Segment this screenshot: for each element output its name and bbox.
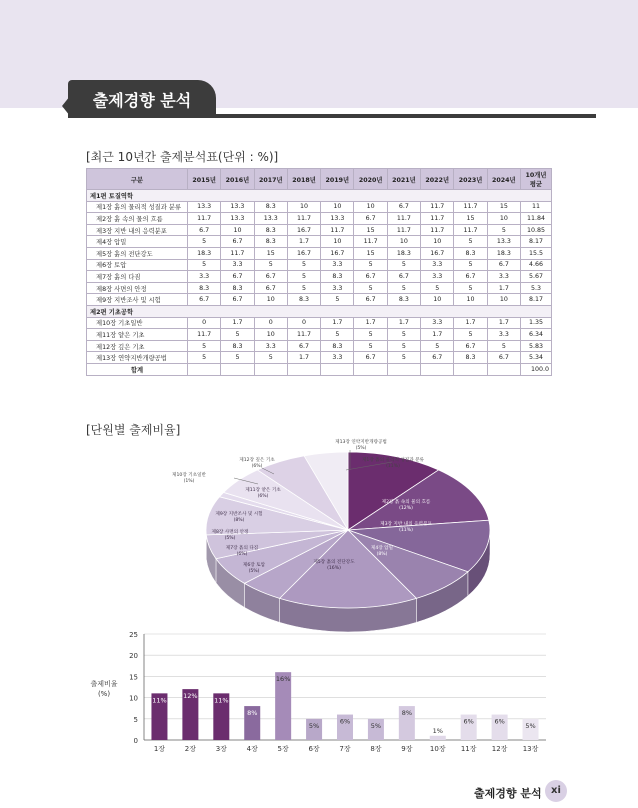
empty-cell: [188, 363, 221, 375]
value-cell: 11.7: [188, 213, 221, 225]
pie-label-percent: (5%): [355, 446, 367, 451]
value-cell: 11.7: [287, 329, 320, 341]
value-cell: 6.34: [521, 329, 552, 341]
value-cell: 5: [188, 340, 221, 352]
value-cell: 1.35: [521, 317, 552, 329]
pie-label-name: 제11장 얕은 기초: [245, 488, 281, 493]
y-axis-unit: (%): [97, 690, 111, 698]
value-cell: 10: [354, 201, 387, 213]
value-cell: 6.7: [221, 236, 254, 248]
column-header-year: 10개년 평균: [521, 169, 552, 190]
value-cell: 6.7: [354, 352, 387, 364]
value-cell: 6.7: [454, 340, 487, 352]
footer-title: 출제경향 분석: [474, 787, 542, 800]
value-cell: 10: [487, 213, 520, 225]
value-cell: 5: [287, 282, 320, 294]
table-row: [87, 329, 552, 341]
value-cell: 5: [188, 236, 221, 248]
x-tick-label: 10장: [429, 745, 446, 753]
value-cell: 6.7: [221, 271, 254, 283]
value-cell: 6.7: [254, 271, 287, 283]
value-cell: 8.17: [521, 236, 552, 248]
value-cell: 6.7: [354, 271, 387, 283]
x-tick-label: 4장: [246, 745, 258, 753]
value-cell: 5: [487, 340, 520, 352]
pie-label: [204, 512, 274, 524]
value-cell: 10: [421, 236, 454, 248]
value-cell: 3.3: [421, 259, 454, 271]
value-cell: 10: [321, 236, 354, 248]
pie-label-name: 제8장 사면의 안정: [211, 530, 249, 535]
value-cell: 13.3: [487, 236, 520, 248]
pie-label-percent: (1%): [183, 479, 195, 484]
value-cell: 1.7: [354, 317, 387, 329]
pie-label-name: 제7장 흙의 다짐: [225, 546, 259, 551]
value-cell: 11.7: [387, 224, 420, 236]
pie-label-percent: (8%): [376, 552, 388, 557]
bar-chart: [86, 622, 556, 757]
value-cell: 5: [188, 259, 221, 271]
x-tick-label: 1장: [153, 745, 166, 753]
value-cell: 5: [287, 259, 320, 271]
value-cell: 5: [321, 329, 354, 341]
value-cell: 8.3: [454, 247, 487, 259]
value-cell: 5: [387, 259, 420, 271]
empty-cell: [287, 363, 320, 375]
value-cell: 8.3: [321, 340, 354, 352]
chapter-name-cell: 제9장 지반조사 및 시험: [87, 294, 188, 306]
value-cell: 5: [221, 329, 254, 341]
value-cell: 0: [254, 317, 287, 329]
x-tick-label: 11장: [460, 745, 477, 753]
chapter-name-cell: 제11장 얕은 기초: [87, 329, 188, 341]
bar-data-label: 11%: [214, 696, 229, 705]
pie-label-percent: (11%): [386, 464, 400, 469]
y-tick-label: 20: [129, 652, 138, 661]
value-cell: 8.17: [521, 294, 552, 306]
value-cell: 11.7: [188, 329, 221, 341]
value-cell: 5: [487, 224, 520, 236]
pie-label-name: 제12장 깊은 기초: [239, 458, 275, 463]
value-cell: 3.3: [321, 352, 354, 364]
value-cell: 1.7: [221, 317, 254, 329]
x-tick-label: 5장: [277, 745, 289, 753]
value-cell: 5: [387, 352, 420, 364]
value-cell: 10: [321, 201, 354, 213]
column-header-year: 2020년: [354, 169, 387, 190]
empty-cell: [454, 363, 487, 375]
value-cell: 3.3: [321, 259, 354, 271]
table-row: [87, 247, 552, 259]
value-cell: 15: [254, 247, 287, 259]
value-cell: 10: [221, 224, 254, 236]
total-label: 합계: [87, 363, 188, 375]
column-header-year: 2024년: [487, 169, 520, 190]
table-row: [87, 236, 552, 248]
value-cell: 6.7: [387, 271, 420, 283]
x-tick-label: 12장: [491, 745, 508, 753]
bar-data-label: 1%: [432, 726, 443, 735]
column-header-year: 2023년: [454, 169, 487, 190]
value-cell: 13.3: [254, 213, 287, 225]
value-cell: 15: [454, 213, 487, 225]
value-cell: 6.7: [354, 213, 387, 225]
table-row: [87, 352, 552, 364]
value-cell: 5: [254, 259, 287, 271]
value-cell: 0: [287, 317, 320, 329]
bar-data-label: 6%: [463, 717, 474, 726]
value-cell: 5: [454, 329, 487, 341]
bar-data-label: 6%: [494, 717, 505, 726]
value-cell: 15: [354, 247, 387, 259]
pie-label-name: 제6장 토압: [242, 563, 266, 568]
value-cell: 8.3: [221, 340, 254, 352]
pie-label-name: 제5장 흙의 전단강도: [313, 560, 355, 565]
y-tick-label: 25: [129, 631, 138, 639]
value-cell: 3.3: [188, 271, 221, 283]
column-header-year: 2019년: [321, 169, 354, 190]
pie-label-percent: (6%): [251, 464, 263, 469]
table-row: [87, 259, 552, 271]
value-cell: 5: [354, 259, 387, 271]
value-cell: 10.85: [521, 224, 552, 236]
pie-label-percent: (6%): [236, 552, 248, 557]
table-row: [87, 201, 552, 213]
chapter-name-cell: 제10장 기초일반: [87, 317, 188, 329]
chapter-name-cell: 제13장 연약지반개량공법: [87, 352, 188, 364]
value-cell: 10: [487, 294, 520, 306]
y-tick-label: 15: [129, 673, 138, 682]
x-tick-label: 7장: [339, 745, 351, 753]
value-cell: 6.7: [487, 352, 520, 364]
value-cell: 8.3: [454, 352, 487, 364]
value-cell: 11.7: [287, 213, 320, 225]
x-tick-label: 3장: [215, 745, 227, 753]
bar-data-label: 16%: [275, 675, 291, 684]
value-cell: 5: [287, 271, 320, 283]
pie-label: [366, 500, 446, 512]
value-cell: 8.3: [188, 282, 221, 294]
value-cell: 5: [454, 236, 487, 248]
page-title: 출제경향 분석: [92, 91, 192, 110]
column-header-year: 2018년: [287, 169, 320, 190]
y-tick-label: 10: [129, 694, 138, 703]
value-cell: 5.83: [521, 340, 552, 352]
value-cell: 18.3: [188, 247, 221, 259]
table-row: [87, 340, 552, 352]
value-cell: 5: [387, 282, 420, 294]
chart-section-title: [단원별 출제비율]: [86, 423, 181, 437]
value-cell: 6.7: [287, 340, 320, 352]
value-cell: 11.7: [421, 224, 454, 236]
x-tick-label: 2장: [184, 745, 196, 753]
value-cell: 18.3: [487, 247, 520, 259]
column-header-year: 2017년: [254, 169, 287, 190]
value-cell: 5: [354, 329, 387, 341]
pie-label-percent: (8%): [233, 518, 245, 523]
x-tick-label: 13장: [522, 745, 539, 753]
pie-label-name: 제4장 압밀: [370, 546, 394, 551]
chapter-name-cell: 제3장 지반 내의 응력분포: [87, 224, 188, 236]
table-part-row: [87, 190, 552, 202]
title-underline: [68, 114, 596, 118]
pie-label: [156, 473, 222, 485]
value-cell: 8.3: [254, 236, 287, 248]
pie-chart: [0, 440, 638, 640]
value-cell: 1.7: [287, 236, 320, 248]
value-cell: 6.7: [387, 201, 420, 213]
pie-label-name: 제13장 연약지반개량공법: [335, 440, 387, 445]
value-cell: 11: [521, 201, 552, 213]
value-cell: 1.7: [287, 352, 320, 364]
value-cell: 15.5: [521, 247, 552, 259]
pie-label-name: 제9장 지반조사 및 시험: [215, 512, 263, 517]
value-cell: 13.3: [321, 213, 354, 225]
value-cell: 10: [387, 236, 420, 248]
table-row: [87, 271, 552, 283]
value-cell: 10: [454, 294, 487, 306]
value-cell: 1.7: [421, 329, 454, 341]
pie-label-name: 제10장 기초일반: [172, 473, 206, 478]
value-cell: 11.7: [354, 236, 387, 248]
value-cell: 11.7: [221, 247, 254, 259]
value-cell: 13.3: [221, 213, 254, 225]
part-label: 제2편 기초공학: [87, 305, 552, 317]
table-part-row: [87, 305, 552, 317]
value-cell: 5: [188, 352, 221, 364]
value-cell: 3.3: [321, 282, 354, 294]
value-cell: 3.3: [487, 329, 520, 341]
value-cell: 5.67: [521, 271, 552, 283]
column-header-year: 2022년: [421, 169, 454, 190]
bar-data-label: 11%: [152, 696, 167, 705]
value-cell: 5: [421, 282, 454, 294]
value-cell: 13.3: [221, 201, 254, 213]
value-cell: 15: [354, 224, 387, 236]
value-cell: 5: [221, 352, 254, 364]
empty-cell: [254, 363, 287, 375]
value-cell: 6.7: [221, 294, 254, 306]
x-tick-label: 8장: [370, 745, 382, 753]
value-cell: 5: [421, 340, 454, 352]
value-cell: 8.3: [221, 282, 254, 294]
bar-data-label: 5%: [308, 721, 320, 730]
bar-data-label: 5%: [525, 721, 536, 730]
bar-data-label: 6%: [339, 717, 351, 726]
value-cell: 5.34: [521, 352, 552, 364]
column-header-year: 2015년: [188, 169, 221, 190]
x-tick-label: 6장: [308, 745, 320, 753]
table-section-title: [최근 10년간 출제분석표(단위 : %)]: [86, 150, 279, 164]
value-cell: 16.7: [287, 224, 320, 236]
value-cell: 8.3: [387, 294, 420, 306]
empty-cell: [221, 363, 254, 375]
value-cell: 5: [387, 340, 420, 352]
table-row: [87, 294, 552, 306]
value-cell: 5: [387, 329, 420, 341]
pie-label: [350, 458, 436, 470]
table-row: [87, 213, 552, 225]
value-cell: 11.84: [521, 213, 552, 225]
value-cell: 11.7: [421, 213, 454, 225]
part-label: 제1편 토질역학: [87, 190, 552, 202]
value-cell: 6.7: [421, 352, 454, 364]
value-cell: 5: [254, 352, 287, 364]
column-header-category: 구분: [87, 169, 188, 190]
value-cell: 5: [454, 282, 487, 294]
value-cell: 3.3: [421, 271, 454, 283]
value-cell: 6.7: [354, 294, 387, 306]
chapter-name-cell: 제8장 사면의 안정: [87, 282, 188, 294]
value-cell: 6.7: [254, 282, 287, 294]
pie-label: [352, 546, 412, 558]
empty-cell: [487, 363, 520, 375]
empty-cell: [354, 363, 387, 375]
pie-label-name: 제2장 흙 속의 물의 흐름: [381, 500, 431, 505]
value-cell: 11.7: [454, 224, 487, 236]
pie-label-name: 제1장 흙의 물리적 성질과 분류: [361, 458, 424, 463]
value-cell: 11.7: [321, 224, 354, 236]
chapter-name-cell: 제2장 흙 속의 물의 흐름: [87, 213, 188, 225]
value-cell: 11.7: [387, 213, 420, 225]
pie-label-percent: (12%): [399, 506, 413, 511]
table-row: [87, 282, 552, 294]
pie-label: [300, 560, 368, 572]
value-cell: 3.3: [254, 340, 287, 352]
value-cell: 8.3: [254, 201, 287, 213]
pie-label-percent: (16%): [327, 566, 341, 571]
value-cell: 16.7: [321, 247, 354, 259]
value-cell: 8.3: [287, 294, 320, 306]
table-row: [87, 224, 552, 236]
pie-label-percent: (5%): [248, 569, 260, 574]
value-cell: 1.7: [454, 317, 487, 329]
y-axis-label: 출제비율: [90, 680, 118, 688]
page-number: xi: [545, 780, 567, 802]
title-tab: [68, 80, 216, 116]
value-cell: 5: [321, 294, 354, 306]
value-cell: 10: [254, 329, 287, 341]
value-cell: 11.7: [421, 201, 454, 213]
empty-cell: [387, 363, 420, 375]
pie-label: [226, 488, 300, 500]
y-tick-label: 0: [133, 737, 138, 745]
value-cell: 3.3: [421, 317, 454, 329]
value-cell: 5: [454, 259, 487, 271]
value-cell: 1.7: [387, 317, 420, 329]
value-cell: 0: [188, 317, 221, 329]
pie-label: [232, 563, 276, 575]
exam-analysis-table: [86, 168, 552, 376]
value-cell: 8.3: [321, 271, 354, 283]
column-header-year: 2016년: [221, 169, 254, 190]
value-cell: 6.7: [188, 224, 221, 236]
value-cell: 16.7: [421, 247, 454, 259]
value-cell: 4.66: [521, 259, 552, 271]
pie-label-percent: (11%): [399, 528, 413, 533]
value-cell: 1.7: [487, 317, 520, 329]
table-header-row: [87, 169, 552, 190]
chapter-name-cell: 제6장 토압: [87, 259, 188, 271]
y-tick-label: 5: [133, 715, 138, 724]
bar-data-label: 8%: [401, 709, 413, 718]
value-cell: 5.3: [521, 282, 552, 294]
table-total-row: [87, 363, 552, 375]
value-cell: 6.7: [454, 271, 487, 283]
pie-label-percent: (5%): [224, 536, 236, 541]
chapter-name-cell: 제4장 압밀: [87, 236, 188, 248]
bar-data-label: 12%: [183, 692, 198, 701]
empty-cell: [421, 363, 454, 375]
bar-data-label: 5%: [370, 721, 382, 730]
table-row: [87, 317, 552, 329]
value-cell: 5: [354, 282, 387, 294]
value-cell: 18.3: [387, 247, 420, 259]
value-cell: 6.7: [188, 294, 221, 306]
chapter-name-cell: 제7장 흙의 다짐: [87, 271, 188, 283]
value-cell: 13.3: [188, 201, 221, 213]
pie-label-name: 제3장 지반 내의 응력분포: [380, 522, 432, 527]
value-cell: 6.7: [487, 259, 520, 271]
value-cell: 3.3: [487, 271, 520, 283]
pie-label: [198, 530, 262, 542]
empty-cell: [321, 363, 354, 375]
value-cell: 11.7: [454, 201, 487, 213]
value-cell: 8.3: [254, 224, 287, 236]
value-cell: 3.3: [221, 259, 254, 271]
pie-label-percent: (6%): [257, 494, 269, 499]
value-cell: 10: [421, 294, 454, 306]
value-cell: 16.7: [287, 247, 320, 259]
value-cell: 1.7: [487, 282, 520, 294]
value-cell: 10: [287, 201, 320, 213]
bar-data-label: 8%: [247, 709, 258, 718]
chapter-name-cell: 제5장 흙의 전단강도: [87, 247, 188, 259]
value-cell: 10: [254, 294, 287, 306]
chapter-name-cell: 제12장 깊은 기초: [87, 340, 188, 352]
bar: [430, 736, 446, 740]
x-tick-label: 9장: [401, 745, 413, 753]
pie-label: [224, 458, 290, 470]
total-value: 100.0: [521, 363, 552, 375]
pie-label: [316, 440, 406, 452]
value-cell: 1.7: [321, 317, 354, 329]
chapter-name-cell: 제1장 흙의 물리적 성질과 분류: [87, 201, 188, 213]
pie-label: [214, 546, 270, 558]
pie-label: [366, 522, 446, 534]
value-cell: 15: [487, 201, 520, 213]
value-cell: 5: [354, 340, 387, 352]
column-header-year: 2021년: [387, 169, 420, 190]
